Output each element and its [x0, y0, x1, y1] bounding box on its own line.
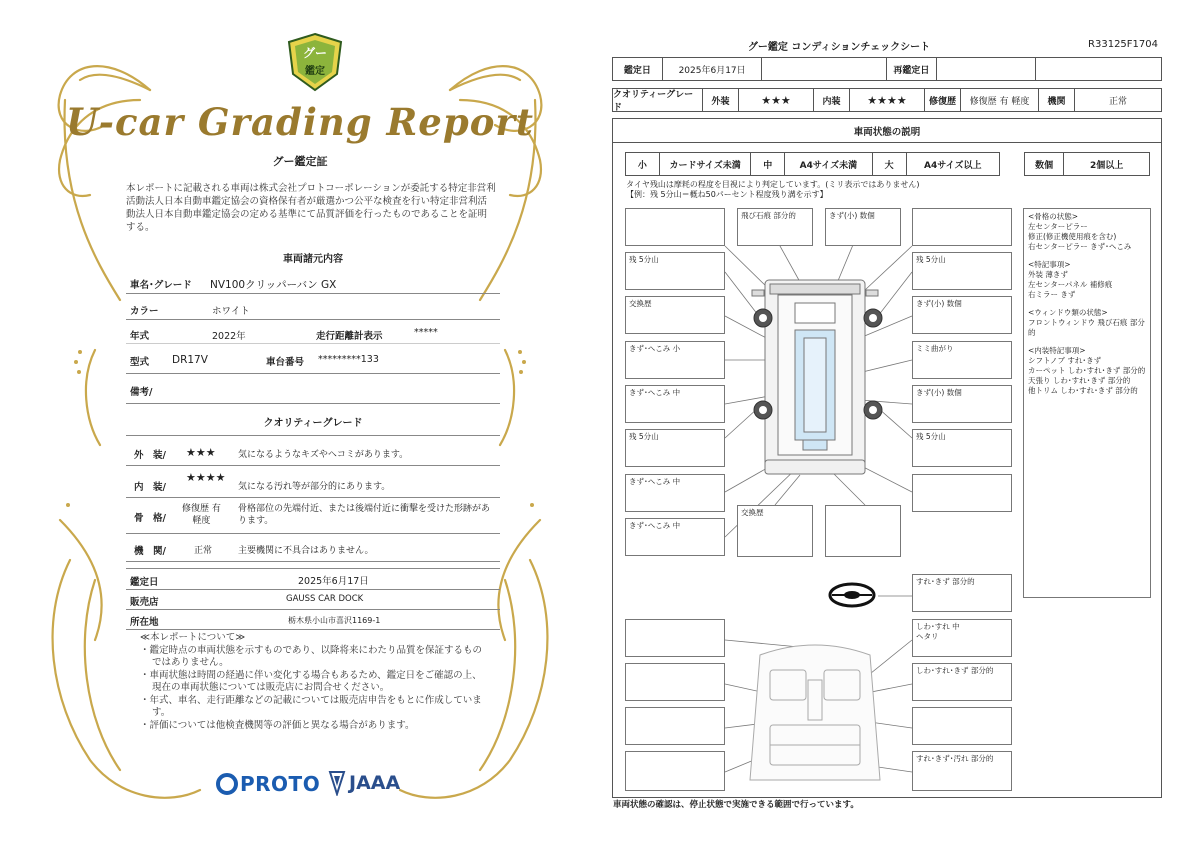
row-dates [612, 57, 1162, 81]
notes-line: 他トリム しわ･すれ･きず 部分的 [1028, 386, 1138, 395]
info-shop-value: GAUSS CAR DOCK [286, 594, 364, 604]
note-item: ・鑑定時点の車両状態を示すものであり、以降将来にわたり品質を保証するものではありません。 [140, 644, 483, 668]
count-value: 2個以上 [1090, 160, 1124, 171]
notes-line: シフトノブ すれ･きず [1028, 356, 1102, 365]
sheet-title: グー鑑定 コンディションチェックシート [747, 42, 931, 53]
interior-box-5: すれ･きず･汚れ 部分的 [912, 751, 1012, 791]
spec-row-color [126, 294, 500, 320]
badge-bottom-text: 鑑定 [305, 66, 325, 77]
quality-row-exterior [126, 436, 500, 466]
quality-section-title: クオリティーグレード [263, 418, 363, 429]
quality-frame-grade: 修復歴 有 軽度 [182, 504, 221, 526]
engine-value: 正常 [1108, 96, 1127, 107]
jaaa-logo-icon [328, 770, 346, 796]
quality-frame-desc: 骨格部位の先端付近、または後端付近に衝撃を受けた形跡があります。 [238, 504, 491, 526]
jaaa-logo-text: JAAA [349, 772, 401, 794]
interior-box-left-2 [625, 663, 725, 701]
spec-year-label: 年式 [130, 331, 150, 342]
notes-line: 左センターパネル 補修痕 [1028, 280, 1113, 289]
condition-box-right-4: きず(小) 数個 [912, 385, 1012, 423]
condition-box-right-5: 残 5分山 [912, 429, 1012, 467]
spec-row-remarks [126, 374, 500, 404]
spec-color-label: カラー [130, 306, 159, 317]
quality-label: クオリティーグレード [613, 89, 703, 111]
interior-box-3: しわ･すれ･きず 部分的 [912, 663, 1012, 701]
notes-special-title: <特記事項> [1028, 260, 1071, 269]
notes-line: 右ミラー きず [1028, 290, 1076, 299]
interior-box-4 [912, 707, 1012, 745]
condition-box-front-center-left: 飛び石痕 部分的 [737, 208, 813, 246]
condition-box-right-3: ミミ曲がり [912, 341, 1012, 379]
int-label: 内装 [814, 89, 850, 111]
spec-section-title: 車両諸元内容 [283, 254, 343, 265]
proto-logo-icon [215, 772, 239, 796]
ext-value: ★★★ [739, 89, 814, 111]
size-small-desc: カードサイズ未満 [660, 153, 752, 175]
spec-row-name [126, 270, 500, 294]
spec-mileage-value: ***** [414, 327, 438, 338]
count-legend [1024, 152, 1150, 176]
quality-exterior-label: 外 装/ [134, 450, 166, 461]
size-mid-desc: A4サイズ未満 [785, 153, 873, 175]
condition-box-left-4: きず･へこみ 中 [625, 385, 725, 423]
spec-color-value: ホワイト [212, 306, 250, 317]
count-label: 数個 [1025, 153, 1064, 175]
report-notes [140, 632, 490, 732]
size-large-desc: A4サイズ以上 [924, 160, 982, 171]
quality-engine-desc: 主要機関に不具合はありません。 [238, 546, 374, 556]
empty-cell [1036, 58, 1161, 80]
notes-line: 修正(修正機使用痕を含む) [1028, 232, 1117, 241]
notes-title: ≪本レポートについて≫ [140, 632, 246, 643]
date-label: 鑑定日 [613, 58, 663, 80]
condition-box-front-right [912, 208, 1012, 246]
quality-row-interior [126, 466, 500, 498]
notes-line: 外装 薄きず [1028, 270, 1068, 279]
notes-window [1028, 308, 1146, 338]
tire-note-line-1: タイヤ残山は摩耗の程度を目視により判定しています。(ミリ表示ではありません) [626, 180, 920, 189]
info-address-value: 栃木県小山市喜沢1169-1 [288, 616, 381, 625]
spec-model-value: DR17V [172, 354, 208, 366]
spec-mileage-label: 走行距離計表示 [316, 331, 383, 342]
notes-frame [1028, 212, 1146, 252]
quality-interior-desc: 気になる汚れ等が部分的にあります。 [238, 482, 391, 492]
date-value: 2025年6月17日 [663, 58, 763, 80]
notes-frame-title: <骨格の状態> [1028, 212, 1079, 221]
quality-exterior-desc: 気になるようなキズやヘコミがあります。 [238, 450, 409, 460]
condition-box-rear-left: 交換歴 [737, 505, 813, 557]
note-item: ・年式、車名、走行距離などの記載については販売店申告をもとに作成しています。 [140, 694, 482, 718]
info-date-label: 鑑定日 [130, 577, 159, 588]
quality-exterior-grade: ★★★ [186, 446, 216, 459]
badge-top-text: グー [302, 46, 327, 60]
empty-cell [762, 58, 887, 80]
quality-frame-label: 骨 格/ [134, 513, 166, 524]
condition-box-left-7: きず･へこみ 中 [625, 518, 725, 556]
quality-row-engine [126, 534, 500, 562]
condition-box-left-6: きず･へこみ 中 [625, 474, 725, 512]
info-date-value: 2025年6月17日 [298, 576, 369, 587]
quality-interior-label: 内 装/ [134, 482, 166, 493]
goo-kantei-badge [287, 32, 343, 92]
quality-row-frame [126, 498, 500, 534]
repair-label: 修復歴 [925, 89, 961, 111]
condition-box-right-1: 残 5分山 [912, 252, 1012, 290]
size-legend [625, 152, 1000, 176]
condition-box-rear-right [825, 505, 901, 557]
int-value: ★★★★ [850, 89, 925, 111]
notes-interior [1028, 346, 1146, 396]
interior-box-2: しわ･すれ 中 ヘタリ [912, 619, 1012, 657]
size-small-label: 小 [626, 153, 660, 175]
proto-logo-text: PROTO [240, 772, 321, 796]
interior-box-left-4 [625, 751, 725, 791]
condition-box-left-1: 残 5分山 [625, 252, 725, 290]
interior-box-left-1 [625, 619, 725, 657]
redate-value [937, 58, 1037, 80]
condition-box-right-2: きず(小) 数個 [912, 296, 1012, 334]
info-row-date [126, 568, 500, 590]
notes-window-title: <ウィンドウ類の状態> [1028, 308, 1108, 317]
spec-name-label: 車名･グレード [130, 280, 192, 291]
engine-label: 機関 [1039, 89, 1075, 111]
condition-panel-title: 車両状態の説明 [613, 119, 1161, 143]
interior-box-1: すれ･きず 部分的 [912, 574, 1012, 612]
quality-engine-grade: 正常 [194, 546, 213, 556]
spec-chassis-value: *********133 [318, 354, 379, 365]
condition-box-right-6 [912, 474, 1012, 512]
quality-engine-label: 機 関/ [134, 546, 166, 557]
tire-note [626, 180, 919, 200]
condition-box-left-5: 残 5分山 [625, 429, 725, 467]
spec-row-model [126, 344, 500, 374]
notes-interior-title: <内装特記事項> [1028, 346, 1086, 355]
sheet-footer-note: 車両状態の確認は、停止状態で実施できる範囲で行っています。 [613, 800, 859, 810]
quality-interior-grade: ★★★★ [186, 471, 226, 484]
condition-box-front-left [625, 208, 725, 246]
spec-row-year [126, 320, 500, 344]
size-large-label: 大 [873, 153, 907, 175]
certificate-body: 本レポートに記載される車両は株式会社プロトコーポレーションが委託する特定非営利活動法人日本自動車鑑定協会の資格保有者が厳選かつ公平な検査を行い特定非営利活動法人日本自動車鑑定協会の定める基準にて品質評価を行ったものであることを証明する。 [126, 183, 496, 233]
notes-line: カーペット しわ･すれ･きず 部分的 [1028, 366, 1146, 375]
condition-notes [1023, 208, 1151, 598]
redate-label: 再鑑定日 [887, 58, 937, 80]
interior-box-left-3 [625, 707, 725, 745]
note-item: ・車両状態は時間の経過に伴い変化する場合もあるため、鑑定日をご確認の上、現在の車両状態については販売店にお問合せください。 [140, 669, 482, 693]
info-row-address [126, 610, 500, 630]
notes-line: 右センターピラー きず･へこみ [1028, 242, 1132, 251]
note-item: ・評価については他検査機関等の評価と異なる場合があります。 [140, 719, 415, 731]
notes-line: 左センターピラー [1028, 222, 1088, 231]
notes-special [1028, 260, 1146, 300]
condition-box-left-3: きず･へこみ 小 [625, 341, 725, 379]
info-address-label: 所在地 [130, 617, 159, 628]
condition-box-left-2: 交換歴 [625, 296, 725, 334]
row-quality [612, 88, 1162, 112]
spec-name-value: NV100クリッパーバン GX [210, 279, 337, 291]
notes-line: フロントウィンドウ 飛び石痕 部分的 [1028, 318, 1145, 337]
report-title: U-car Grading Report [66, 100, 534, 144]
spec-remarks-label: 備考/ [130, 387, 153, 398]
repair-value: 修復歴 有 軽度 [961, 89, 1039, 111]
spec-chassis-label: 車台番号 [266, 357, 305, 368]
sheet-id: R33125F1704 [1088, 39, 1158, 50]
certificate-title: グー鑑定証 [272, 155, 328, 168]
tire-note-line-2: 【例：残 5分山＝概ね50パーセント程度残り溝を示す】 [626, 190, 828, 199]
spec-model-label: 型式 [130, 357, 150, 368]
spec-year-value: 2022年 [212, 331, 246, 342]
size-mid-label: 中 [751, 153, 785, 175]
ext-label: 外装 [703, 89, 739, 111]
info-shop-label: 販売店 [130, 597, 159, 608]
notes-line: 天張り しわ･すれ･きず 部分的 [1028, 376, 1131, 385]
condition-box-front-center-right: きず(小) 数個 [825, 208, 901, 246]
info-row-shop [126, 590, 500, 610]
